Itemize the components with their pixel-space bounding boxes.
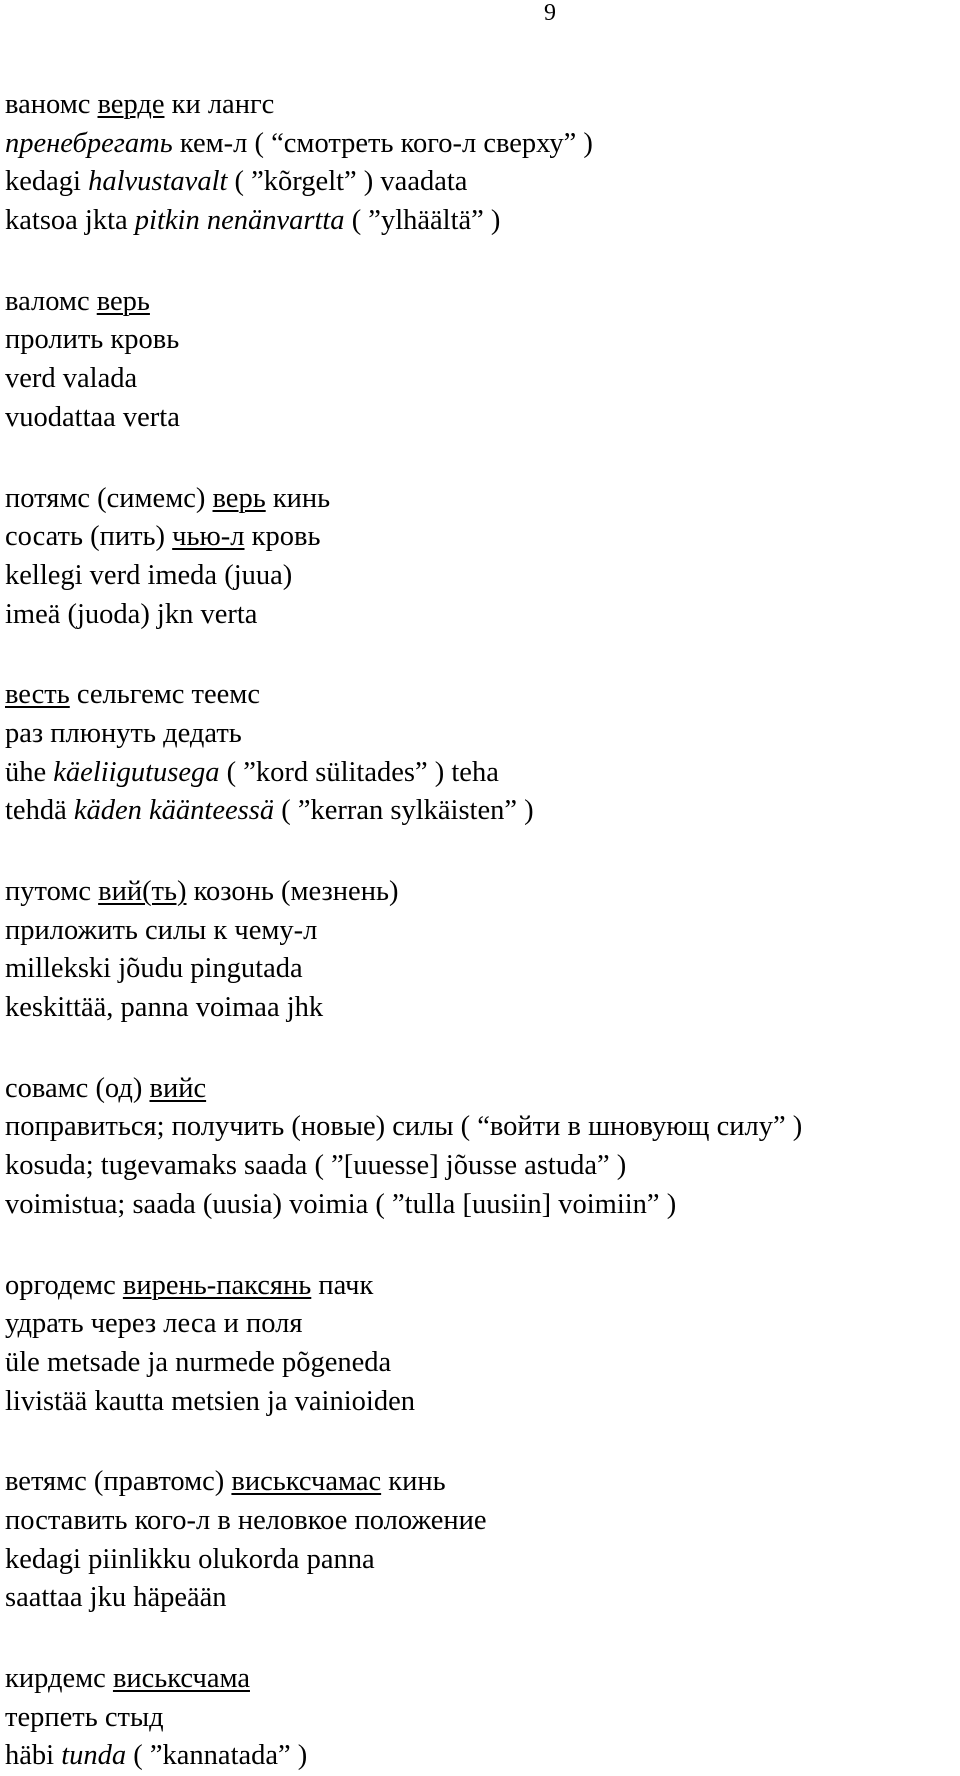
text-segment: раз плюнуть дедать	[5, 717, 242, 749]
translation-russian	[5, 125, 960, 164]
translation-estonian	[5, 950, 960, 989]
translation-finnish	[5, 596, 960, 635]
translation-russian	[5, 321, 960, 360]
translation-finnish	[5, 1579, 960, 1618]
translation-estonian	[5, 1737, 960, 1776]
dictionary-entry	[5, 283, 960, 438]
italic-text: käden käänteessä	[73, 795, 275, 827]
text-segment: ( ”kord sülitades” ) teha	[219, 756, 499, 788]
text-segment: валомс	[5, 285, 97, 317]
text-segment: livistää kautta metsien ja vainioiden	[5, 1385, 415, 1417]
text-segment: kedagi	[5, 166, 89, 198]
text-segment: кирдемс	[5, 1663, 113, 1694]
text-segment: saattaa jku häpeään	[5, 1582, 227, 1614]
headword-underlined: чью-л	[172, 521, 245, 553]
text-segment: кинь	[381, 1466, 446, 1498]
headword-underlined: вирень-паксянь	[122, 1269, 312, 1301]
idiom-erzya	[5, 1070, 960, 1109]
text-segment: ( ”kõrgelt” ) vaadata	[227, 166, 468, 198]
dictionary-entry	[5, 873, 960, 1028]
text-segment: ветямс (правтомс)	[5, 1466, 232, 1498]
headword-underlined: верде	[97, 89, 165, 120]
headword-underlined: верь	[96, 285, 150, 317]
text-segment: tehdä	[5, 795, 74, 827]
headword-underlined: верь	[212, 482, 266, 514]
text-segment: поправиться; получить (новые) силы ( “войти в шновующ силу” )	[5, 1111, 803, 1143]
text-segment: удрать через леса и поля	[5, 1308, 303, 1340]
idiom-erzya	[5, 873, 960, 912]
headword-underlined: виськсчама	[112, 1663, 250, 1694]
translation-estonian	[5, 1541, 960, 1580]
translation-russian	[5, 1305, 960, 1344]
translation-finnish	[5, 792, 960, 831]
idiom-erzya	[5, 283, 960, 322]
translation-finnish	[5, 1186, 960, 1225]
text-segment: сельгемс теемс	[69, 679, 260, 711]
translation-finnish	[5, 399, 960, 438]
idiom-erzya	[5, 1463, 960, 1502]
text-segment: совамс (од)	[5, 1072, 150, 1104]
translation-estonian	[5, 557, 960, 596]
text-segment: козонь (мезнень)	[186, 876, 399, 907]
italic-text: halvustavalt	[88, 166, 228, 198]
text-segment: пачк	[311, 1269, 374, 1301]
text-segment: терпеть стыд	[5, 1701, 164, 1733]
idiom-erzya	[5, 1660, 960, 1699]
italic-text: tunda	[61, 1740, 127, 1772]
text-segment: ваномс	[5, 89, 98, 120]
idiom-erzya	[5, 86, 960, 125]
dictionary-entry	[5, 676, 960, 831]
text-segment: keskittää, panna voimaa jhk	[5, 992, 324, 1024]
translation-finnish	[5, 1383, 960, 1422]
text-segment: приложить силы к чему-л	[5, 914, 318, 946]
text-segment: kedagi piinlikku olukorda panna	[5, 1543, 375, 1575]
dictionary-entry	[5, 86, 960, 241]
text-segment: häbi	[5, 1740, 62, 1772]
translation-russian	[5, 518, 960, 557]
italic-text: käeliigutusega	[53, 756, 220, 788]
text-segment: кинь	[265, 482, 331, 514]
translation-finnish	[5, 202, 960, 241]
text-segment: katsoa jkta	[5, 205, 135, 237]
headword-underlined: весть	[5, 679, 70, 711]
page-number: 9	[544, 0, 556, 26]
translation-estonian	[5, 1147, 960, 1186]
translation-russian	[5, 912, 960, 951]
translation-estonian	[5, 360, 960, 399]
text-segment: üle metsade ja nurmede põgeneda	[5, 1346, 392, 1378]
text-segment: ühe	[5, 756, 54, 788]
translation-estonian	[5, 754, 960, 793]
text-segment: сосать (пить)	[5, 521, 173, 553]
dictionary-entries	[5, 86, 960, 1776]
text-segment: потямс (симемс)	[5, 482, 213, 514]
text-segment: поставить кого-л в неловкое положение	[5, 1504, 487, 1536]
dictionary-entry	[5, 1267, 960, 1422]
translation-finnish	[5, 989, 960, 1028]
idiom-erzya	[5, 1267, 960, 1306]
text-segment: ( ”kannatada” )	[126, 1740, 308, 1772]
translation-estonian	[5, 1344, 960, 1383]
text-segment: imeä (juoda) jkn verta	[5, 598, 258, 630]
dictionary-entry	[5, 1070, 960, 1225]
italic-text: pitkin nenänvartta	[134, 205, 345, 237]
text-segment: ( ”kerran sylkäisten” )	[274, 795, 534, 827]
translation-russian	[5, 1502, 960, 1541]
translation-estonian	[5, 163, 960, 202]
dictionary-entry	[5, 1660, 960, 1776]
text-segment: verd valada	[5, 363, 138, 395]
text-segment: путомс	[5, 876, 99, 907]
text-segment: кем-л ( “смотреть кого-л сверху” )	[172, 127, 593, 159]
translation-russian	[5, 1108, 960, 1147]
dictionary-entry	[5, 1463, 960, 1618]
text-segment: оргодемс	[5, 1269, 123, 1301]
text-segment: kellegi verd imeda (juua)	[5, 559, 293, 591]
text-segment: millekski jõudu pingutada	[5, 953, 303, 985]
headword-underlined: вий(ть)	[98, 876, 187, 907]
idiom-erzya	[5, 676, 960, 715]
text-segment: voimistua; saada (uusia) voimia ( ”tulla [uusiin] voimiin” )	[5, 1188, 677, 1220]
text-segment: ( ”ylhäältä” )	[344, 205, 501, 237]
headword-underlined: вийс	[149, 1072, 207, 1104]
dictionary-entry	[5, 480, 960, 635]
text-segment: пролить кровь	[5, 324, 180, 356]
text-segment: kosuda; tugevamaks saada ( ”[uuesse] jõusse astuda” )	[5, 1150, 627, 1182]
text-segment: кровь	[244, 521, 321, 553]
text-segment: ки лангс	[164, 89, 275, 120]
translation-russian	[5, 1699, 960, 1738]
translation-russian	[5, 715, 960, 754]
text-segment: vuodattaa verta	[5, 401, 180, 433]
idiom-erzya	[5, 480, 960, 519]
headword-underlined: виськсчамас	[231, 1466, 382, 1498]
italic-text: пренебрегать	[5, 127, 173, 159]
